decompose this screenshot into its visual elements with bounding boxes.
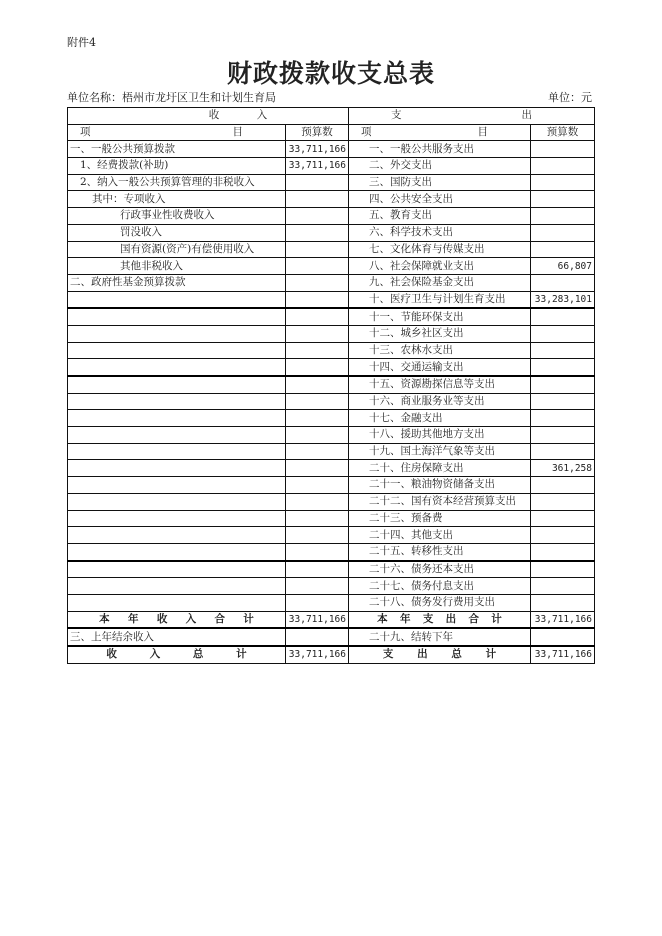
income-budget-value xyxy=(286,543,349,560)
expense-item-cell: 十四、交通运输支出 xyxy=(349,359,531,376)
expense-item-cell: 十五、资源勘探信息等支出 xyxy=(349,376,531,393)
label-char: 计 xyxy=(243,612,254,625)
expense-budget-value xyxy=(531,493,595,510)
header-text: 出 xyxy=(521,109,532,122)
table-row xyxy=(68,376,595,393)
income-item-cell xyxy=(68,493,286,510)
table-row xyxy=(68,427,595,444)
income-budget-value xyxy=(286,359,349,376)
label-char: 本 xyxy=(377,612,388,625)
income-item-cell xyxy=(68,561,286,578)
table-row xyxy=(68,578,595,595)
spaced-label xyxy=(70,647,283,662)
income-budget-value: 33,711,166 xyxy=(286,646,349,663)
expense-item-cell: 二十三、预备费 xyxy=(349,510,531,527)
label-char: 入 xyxy=(185,612,197,625)
table-row xyxy=(68,241,595,258)
header-row-sections xyxy=(68,108,595,125)
table-row xyxy=(68,561,595,578)
expense-budget-value xyxy=(531,174,595,191)
unit-name: 单位名称：梧州市龙圩区卫生和计划生育局 xyxy=(67,91,276,104)
income-budget-value xyxy=(286,291,349,308)
header-text: 项 xyxy=(361,126,372,139)
income-item-cell xyxy=(68,510,286,527)
expense-header xyxy=(349,108,595,125)
table-row xyxy=(68,393,595,410)
income-item-cell xyxy=(68,427,286,444)
table-row xyxy=(68,174,595,191)
expense-budget-value xyxy=(531,527,595,544)
income-budget-value xyxy=(286,443,349,460)
expense-item-cell: 十九、国土海洋气象等支出 xyxy=(349,443,531,460)
expense-item-cell xyxy=(349,646,531,663)
income-item-cell xyxy=(68,393,286,410)
expense-budget-header: 预算数 xyxy=(531,124,595,141)
expense-budget-value xyxy=(531,376,595,393)
income-budget-value xyxy=(286,427,349,444)
budget-table xyxy=(67,107,595,664)
label-char: 年 xyxy=(127,612,139,625)
spaced-label xyxy=(351,612,528,627)
table-row xyxy=(68,359,595,376)
income-item-cell xyxy=(68,477,286,494)
table-row xyxy=(68,158,595,175)
income-item-cell xyxy=(68,342,286,359)
expense-budget-value xyxy=(531,274,595,291)
income-item-cell: 三、上年结余收入 xyxy=(68,628,286,646)
income-budget-value xyxy=(286,493,349,510)
income-budget-value xyxy=(286,224,349,241)
expense-budget-value: 361,258 xyxy=(531,460,595,477)
income-item-cell xyxy=(68,460,286,477)
income-budget-value xyxy=(286,208,349,225)
total-row xyxy=(68,611,595,628)
header-text: 目 xyxy=(232,126,243,139)
income-item-cell xyxy=(68,325,286,342)
label-char: 总 xyxy=(192,648,204,661)
expense-budget-value xyxy=(531,628,595,646)
expense-item-cell: 十六、商业服务业等支出 xyxy=(349,393,531,410)
expense-item-cell: 十、医疗卫生与计划生育支出 xyxy=(349,291,531,308)
table-row xyxy=(68,208,595,225)
income-budget-value: 33,711,166 xyxy=(286,611,349,628)
income-budget-value xyxy=(286,477,349,494)
table-row xyxy=(68,527,595,544)
table-row xyxy=(68,258,595,275)
income-budget-value xyxy=(286,510,349,527)
header-row-columns xyxy=(68,124,595,141)
expense-budget-value xyxy=(531,325,595,342)
header-text: 支 xyxy=(391,109,402,122)
attachment-label: 附件4 xyxy=(67,36,96,49)
expense-budget-value xyxy=(531,543,595,560)
expense-budget-value: 33,711,166 xyxy=(531,646,595,663)
expense-item-cell: 七、文化体育与传媒支出 xyxy=(349,241,531,258)
income-header xyxy=(68,108,349,125)
income-budget-value xyxy=(286,342,349,359)
expense-budget-value xyxy=(531,393,595,410)
label-char: 计 xyxy=(485,648,497,661)
page-title: 财政拨款收支总表 xyxy=(226,59,435,88)
expense-item-cell: 十三、农林水支出 xyxy=(349,342,531,359)
label-char: 本 xyxy=(99,612,110,625)
expense-budget-value xyxy=(531,410,595,427)
expense-item-cell: 六、科学技术支出 xyxy=(349,224,531,241)
income-item-cell xyxy=(68,308,286,325)
expense-item-cell: 二、外交支出 xyxy=(349,158,531,175)
table-row xyxy=(68,308,595,325)
label-char: 入 xyxy=(149,648,161,661)
expense-item-cell: 二十六、债务还本支出 xyxy=(349,561,531,578)
label-char: 出 xyxy=(417,648,428,661)
income-budget-value xyxy=(286,191,349,208)
expense-item-cell xyxy=(349,611,531,628)
income-item-cell: 行政事业性收费收入 xyxy=(68,208,286,225)
expense-budget-value xyxy=(531,141,595,158)
income-budget-value xyxy=(286,308,349,325)
income-item-cell: 二、政府性基金预算拨款 xyxy=(68,274,286,291)
expense-budget-value xyxy=(531,191,595,208)
spaced-label xyxy=(351,647,528,662)
income-budget-value xyxy=(286,578,349,595)
expense-budget-value xyxy=(531,359,595,376)
expense-item-cell: 二十、住房保障支出 xyxy=(349,460,531,477)
expense-budget-value xyxy=(531,241,595,258)
expense-budget-value xyxy=(531,594,595,611)
table-row xyxy=(68,291,595,308)
income-item-cell: 2、纳入一般公共预算管理的非税收入 xyxy=(68,174,286,191)
income-budget-value xyxy=(286,594,349,611)
expense-budget-value xyxy=(531,427,595,444)
currency-unit: 单位：元 xyxy=(548,91,592,104)
expense-item-cell: 一、一般公共服务支出 xyxy=(349,141,531,158)
table-row xyxy=(68,274,595,291)
income-budget-value xyxy=(286,174,349,191)
income-item-cell xyxy=(68,646,286,663)
table-row xyxy=(68,342,595,359)
income-item-cell xyxy=(68,376,286,393)
table-row xyxy=(68,325,595,342)
income-budget-value xyxy=(286,410,349,427)
income-item-cell xyxy=(68,527,286,544)
table-row xyxy=(68,510,595,527)
expense-item-cell: 四、公共安全支出 xyxy=(349,191,531,208)
label-char: 支 xyxy=(382,648,394,661)
income-item-cell: 其中：专项收入 xyxy=(68,191,286,208)
income-item-cell xyxy=(68,291,286,308)
table-row xyxy=(68,493,595,510)
expense-budget-value xyxy=(531,208,595,225)
income-budget-value xyxy=(286,376,349,393)
income-budget-value xyxy=(286,561,349,578)
table-row xyxy=(68,443,595,460)
expense-budget-value xyxy=(531,224,595,241)
income-item-cell: 国有资源(资产)有偿使用收入 xyxy=(68,241,286,258)
expense-item-header xyxy=(349,124,531,141)
income-budget-value xyxy=(286,274,349,291)
income-budget-value: 33,711,166 xyxy=(286,158,349,175)
expense-item-cell: 十二、城乡社区支出 xyxy=(349,325,531,342)
expense-item-cell: 二十四、其他支出 xyxy=(349,527,531,544)
header-text: 入 xyxy=(256,109,268,122)
label-char: 收 xyxy=(156,612,168,625)
income-budget-value xyxy=(286,325,349,342)
expense-budget-value xyxy=(531,578,595,595)
income-item-cell xyxy=(68,359,286,376)
income-budget-value xyxy=(286,241,349,258)
expense-item-cell: 二十八、债务发行费用支出 xyxy=(349,594,531,611)
expense-item-cell: 十七、金融支出 xyxy=(349,410,531,427)
expense-item-cell: 十八、援助其他地方支出 xyxy=(349,427,531,444)
header-text: 目 xyxy=(477,126,488,139)
income-budget-value xyxy=(286,460,349,477)
label-char: 收 xyxy=(106,648,117,661)
income-item-cell: 其他非税收入 xyxy=(68,258,286,275)
expense-item-cell: 十一、节能环保支出 xyxy=(349,308,531,325)
expense-budget-value: 33,711,166 xyxy=(531,611,595,628)
income-budget-value: 33,711,166 xyxy=(286,141,349,158)
label-char: 计 xyxy=(491,612,502,625)
label-char: 出 xyxy=(445,612,457,625)
table-row xyxy=(68,628,595,646)
income-item-cell xyxy=(68,611,286,628)
table-row xyxy=(68,594,595,611)
total-row xyxy=(68,646,595,663)
expense-budget-value xyxy=(531,477,595,494)
header-text: 收 xyxy=(208,109,220,122)
expense-item-cell: 九、社会保险基金支出 xyxy=(349,274,531,291)
expense-budget-value xyxy=(531,342,595,359)
income-budget-value xyxy=(286,258,349,275)
expense-item-cell: 二十二、国有资本经营预算支出 xyxy=(349,493,531,510)
table-row xyxy=(68,410,595,427)
income-item-header xyxy=(68,124,286,141)
income-item-cell xyxy=(68,443,286,460)
table-row xyxy=(68,224,595,241)
income-item-cell xyxy=(68,543,286,560)
label-char: 计 xyxy=(236,648,247,661)
expense-budget-value xyxy=(531,510,595,527)
expense-budget-value xyxy=(531,443,595,460)
table-row xyxy=(68,460,595,477)
label-char: 合 xyxy=(214,612,225,625)
expense-item-cell: 二十五、转移性支出 xyxy=(349,543,531,560)
table-row xyxy=(68,543,595,560)
label-char: 年 xyxy=(399,612,411,625)
income-budget-value xyxy=(286,393,349,410)
expense-item-cell: 二十七、债务付息支出 xyxy=(349,578,531,595)
income-budget-value xyxy=(286,527,349,544)
income-item-cell: 罚没收入 xyxy=(68,224,286,241)
spaced-label xyxy=(70,612,283,627)
income-budget-value xyxy=(286,628,349,646)
expense-item-cell: 二十一、粮油物资储备支出 xyxy=(349,477,531,494)
table-row xyxy=(68,477,595,494)
label-char: 总 xyxy=(451,648,462,661)
expense-budget-value xyxy=(531,561,595,578)
expense-item-cell: 八、社会保障就业支出 xyxy=(349,258,531,275)
income-item-cell: 1、经费拨款(补助) xyxy=(68,158,286,175)
expense-item-cell: 五、教育支出 xyxy=(349,208,531,225)
expense-item-cell: 二十九、结转下年 xyxy=(349,628,531,646)
income-item-cell xyxy=(68,578,286,595)
expense-budget-value xyxy=(531,158,595,175)
expense-budget-value: 33,283,101 xyxy=(531,291,595,308)
expense-budget-value: 66,807 xyxy=(531,258,595,275)
expense-budget-value xyxy=(531,308,595,325)
label-char: 合 xyxy=(468,612,479,625)
income-item-cell xyxy=(68,594,286,611)
income-budget-header: 预算数 xyxy=(286,124,349,141)
header-text: 项 xyxy=(80,126,91,139)
income-item-cell xyxy=(68,410,286,427)
table-row xyxy=(68,141,595,158)
expense-item-cell: 三、国防支出 xyxy=(349,174,531,191)
income-item-cell: 一、一般公共预算拨款 xyxy=(68,141,286,158)
table-row xyxy=(68,191,595,208)
label-char: 支 xyxy=(422,612,434,625)
